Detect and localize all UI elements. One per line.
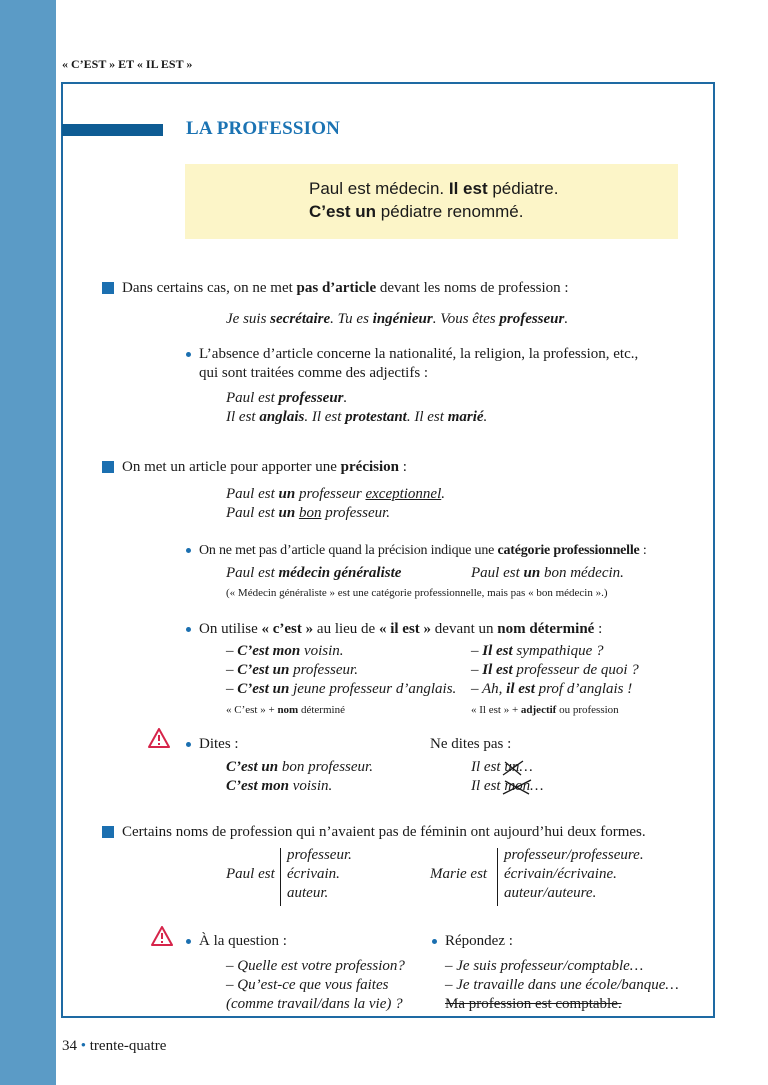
cross-out-mark (502, 778, 532, 796)
bullet-dot (186, 742, 191, 747)
question-line: – Quelle est votre profession? (226, 958, 405, 974)
ne-dites-pas-label: Ne dites pas : (430, 736, 512, 752)
note-cest-il-est: On utilise « c’est » au lieu de « il est » devant un nom déterminé : (199, 621, 603, 637)
example-no-article: Je suis secrétaire. Tu es ingénieur. Vous êtes professeur. (226, 311, 569, 327)
answer-label: Répondez : (445, 933, 513, 949)
bullet-dot (186, 627, 191, 632)
il-est-example: – Il est professeur de quoi ? (471, 662, 639, 678)
section-title: LA PROFESSION (186, 118, 341, 139)
example-adjective-line-2: Il est anglais. Il est protestant. Il est marié. (226, 409, 488, 425)
answer-line: – Je travaille dans une école/banque… (445, 977, 679, 993)
cest-rule-note: « C’est » + nom déterminé (226, 704, 345, 716)
category-note: (« Médecin généraliste » est une catégorie professionnelle, mais pas « bon médecin ».) (226, 587, 608, 599)
masculine-form: écrivain. (287, 866, 340, 882)
example-line-2: C’est un pédiatre renommé. (309, 202, 524, 221)
paul-est-label: Paul est (226, 866, 275, 882)
il-est-example: – Il est sympathique ? (471, 643, 604, 659)
title-bar (62, 124, 163, 136)
example-adjective-line-1: Paul est professeur. (226, 390, 348, 406)
running-head: « C’EST » ET « IL EST » (62, 57, 193, 71)
correct-example: C’est mon voisin. (226, 778, 333, 794)
example-box (185, 164, 678, 239)
feminine-form: professeur/professeure. (504, 847, 644, 863)
rule-precision: On met un article pour apporter une précision : (122, 459, 407, 475)
example-line-1: Paul est médecin. Il est pédiatre. (309, 179, 559, 198)
example-category: Paul est médecin généraliste (226, 565, 402, 581)
bracket-line (497, 848, 498, 906)
cest-example: – C’est un professeur. (226, 662, 358, 678)
feminine-form: écrivain/écrivaine. (504, 866, 617, 882)
answer-line-struck: Ma profession est comptable. (445, 996, 622, 1012)
rule-no-article: Dans certains cas, on ne met pas d’article devant les noms de profession : (122, 280, 569, 296)
correct-example: C’est un bon professeur. (226, 759, 373, 775)
cross-out-mark (502, 759, 524, 777)
masculine-form: auteur. (287, 885, 329, 901)
note-adjectives-line-1: L’absence d’article concerne la nationalité, la religion, la profession, etc., (199, 346, 639, 362)
question-line: (comme travail/dans la vie) ? (226, 996, 403, 1012)
question-line: – Qu’est-ce que vous faites (226, 977, 389, 993)
feminine-form: auteur/auteure. (504, 885, 597, 901)
warning-icon (148, 728, 170, 748)
masculine-form: professeur. (287, 847, 352, 863)
section-marker (102, 826, 114, 838)
incorrect-example: Il est mon … (471, 778, 544, 794)
example-precision-line-2: Paul est un bon professeur. (226, 505, 391, 521)
page-side-band (0, 0, 56, 1085)
bullet-dot (186, 939, 191, 944)
cest-example: – C’est un jeune professeur d’anglais. (226, 681, 457, 697)
dites-label: Dites : (199, 736, 239, 752)
section-marker (102, 282, 114, 294)
rule-feminine-forms: Certains noms de profession qui n’avaient pas de féminin ont aujourd’hui deux formes. (122, 824, 646, 840)
answer-line: – Je suis professeur/comptable… (445, 958, 644, 974)
cest-example: – C’est mon voisin. (226, 643, 344, 659)
bullet-dot (186, 548, 191, 553)
bracket-line (280, 848, 281, 906)
il-est-rule-note: « Il est » + adjectif ou profession (471, 704, 619, 716)
example-precision-line-1: Paul est un professeur exceptionnel. (226, 486, 446, 502)
note-category: On ne met pas d’article quand la précision indique une catégorie professionnelle : (199, 543, 647, 558)
bullet-dot (186, 352, 191, 357)
question-label: À la question : (199, 933, 287, 949)
section-marker (102, 461, 114, 473)
incorrect-example: Il est un … (471, 759, 533, 775)
bullet-dot (432, 939, 437, 944)
page-number: 34 • trente-quatre (62, 1038, 167, 1054)
example-qualifier: Paul est un bon médecin. (471, 565, 624, 581)
warning-icon (151, 926, 173, 946)
note-adjectives-line-2: qui sont traitées comme des adjectifs : (199, 365, 429, 381)
marie-est-label: Marie est (430, 866, 488, 882)
il-est-example: – Ah, il est prof d’anglais ! (471, 681, 633, 697)
